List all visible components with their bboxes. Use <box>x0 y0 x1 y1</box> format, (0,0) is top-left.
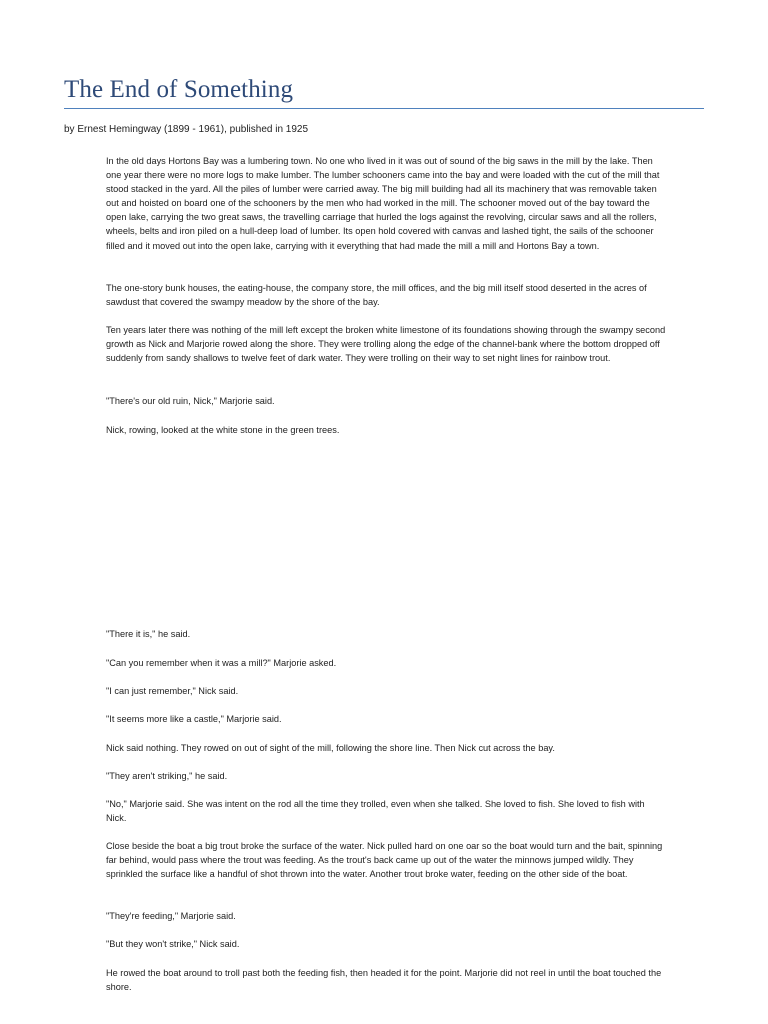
paragraph: In the old days Hortons Bay was a lumbering town. No one who lived in it was out of sound of the big saws in the mill by the lake. Then one year there were no more logs to make lumber. The lumber schooners came into the bay and were loaded with the cut of the mill that stood stacked in the yard. All the piles of lumber were carried away. The big mill building had all its machinery that was removable taken out and hoisted on board one of the schooners by the men who had worked in the mill. The schooner moved out of the bay toward the open lake, carrying the two great saws, the travelling carriage that hurled the logs against the revolving, circular saws and all the rollers, wheels, belts and iron piled on a hull-deep load of lumber. Its open hold covered with canvas and lashed tight, the sails of the schooner filled and it moved out into the open lake, carrying with it everything that had made the mill a mill and Hortons Bay a town. <box>106 156 660 251</box>
paragraph: Nick said nothing. They rowed on out of sight of the mill, following the shore line. Then Nick cut across the bay. <box>106 743 555 753</box>
paragraph: He rowed the boat around to troll past both the feeding fish, then headed it for the point. Marjorie did not reel in until the boat touched the shore. <box>106 968 662 993</box>
paragraph: Ten years later there was nothing of the mill left except the broken white limestone of its foundations showing through the swampy second growth as Nick and Marjorie rowed along the shore. They were trolling along the edge of the channel-bank where the bottom dropped off suddenly from sandy shallows to twelve feet of dark water. They were trolling on their way to set night lines for rainbow trout. <box>106 325 666 364</box>
title-divider <box>64 108 704 109</box>
paragraph: "There's our old ruin, Nick," Marjorie said. <box>106 396 275 406</box>
paragraph: "No," Marjorie said. She was intent on the rod all the time they trolled, even when she talked. She loved to fish. She loved to fish with Nick. <box>106 799 645 824</box>
paragraph: "They aren't striking," he said. <box>106 771 228 781</box>
paragraph: "It seems more like a castle," Marjorie said. <box>106 714 282 724</box>
document-title: The End of Something <box>64 76 294 103</box>
paragraph: "They're feeding," Marjorie said. <box>106 911 236 921</box>
paragraph: "Can you remember when it was a mill?" Marjorie asked. <box>106 658 337 668</box>
paragraph: "There it is," he said. <box>106 629 191 639</box>
paragraph: Close beside the boat a big trout broke the surface of the water. Nick pulled hard on one oar so the boat would turn and the bait, spinning far behind, would pass where the trout was feeding. As the trout's back came up out of the water the minnows jumped wildly. They sprinkled the surface like a handful of shot thrown into the water. Another trout broke water, feeding on the other side of the boat. <box>106 841 663 880</box>
paragraph: "But they won't strike," Nick said. <box>106 939 240 949</box>
byline: by Ernest Hemingway (1899 - 1961), published in 1925 <box>64 124 309 135</box>
paragraph: Nick, rowing, looked at the white stone in the green trees. <box>106 425 340 435</box>
paragraph: "I can just remember," Nick said. <box>106 686 239 696</box>
paragraph: The one-story bunk houses, the eating-house, the company store, the mill offices, and the big mill itself stood deserted in the acres of sawdust that covered the swampy meadow by the shore of the bay. <box>106 283 647 308</box>
